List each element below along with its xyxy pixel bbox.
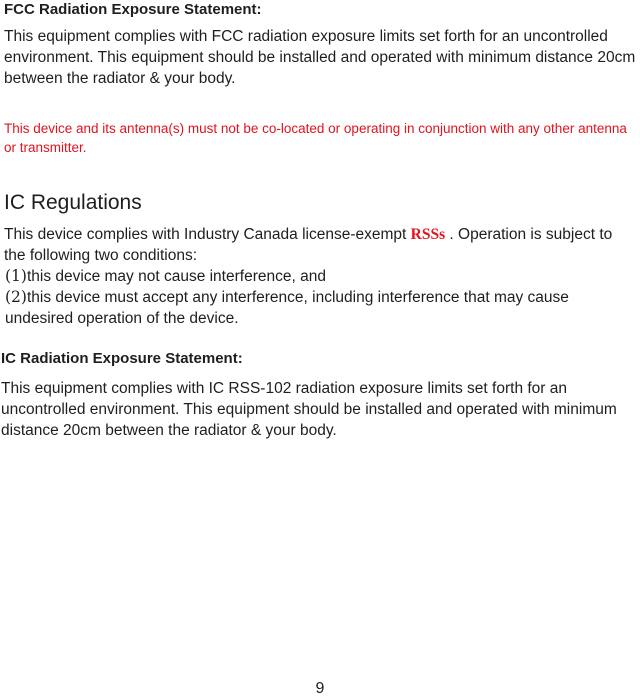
ic-intro [4, 224, 636, 266]
ic-intro-highlight: RSSs [410, 226, 446, 243]
ic-intro-after: . Operation is subject to the following two conditions: [4, 226, 613, 264]
condition-text: this device must accept any interference, including interference that may cause undesired operation of the device. [5, 289, 569, 327]
ic-regulations-heading: IC Regulations [4, 191, 142, 214]
fcc-warning: This device and its antenna(s) must not be co-located or operating in conjunction with any other antenna or transmitter. [4, 121, 627, 155]
ic-radiation-body: This equipment complies with IC RSS-102 radiation exposure limits set forth for an uncontrolled environment. This equipment should be installed and operated with minimum distance 20cm between the radiator & your body. [1, 380, 617, 439]
ic-condition-2 [5, 287, 636, 329]
ic-condition-1 [5, 266, 636, 287]
ic-intro-before: This device complies with Industry Canada license-exempt [4, 226, 411, 243]
condition-text: this device may not cause interference, and [26, 268, 326, 285]
page-number: 9 [315, 680, 325, 697]
ic-radiation-heading: IC Radiation Exposure Statement: [1, 350, 243, 367]
condition-number: (2) [5, 288, 27, 306]
fcc-body: This equipment complies with FCC radiation exposure limits set forth for an uncontrolled environment. This equipment should be installed and operated with minimum distance 20cm between the radiator & your body. [4, 28, 636, 87]
fcc-heading: FCC Radiation Exposure Statement: [4, 1, 262, 18]
condition-number: (1) [5, 267, 27, 285]
